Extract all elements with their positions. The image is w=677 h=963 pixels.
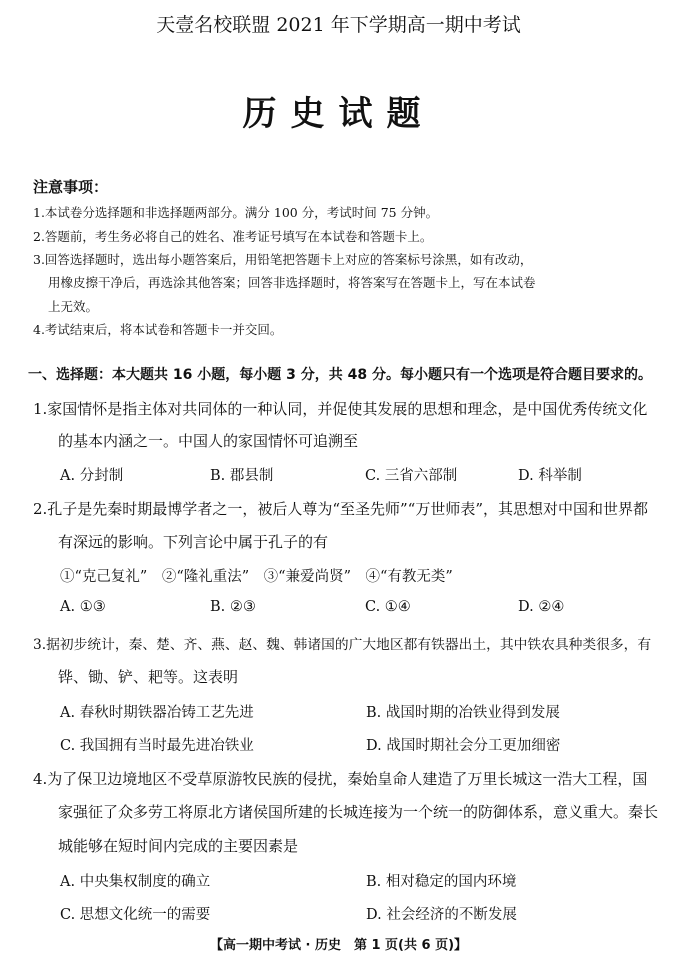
question-2-option-b: B. ②③: [210, 599, 256, 615]
question-2-line-1: 2.孔子是先秦时期最博学者之一，被后人尊为“至圣先师”“万世师表”，其思想对中国和世界都: [33, 500, 648, 518]
question-4-option-a: A. 中央集权制度的确立: [60, 874, 211, 890]
question-3-option-d: D. 战国时期社会分工更加细密: [366, 738, 561, 754]
question-2-option-d: D. ②④: [518, 599, 565, 615]
question-2-statements: ①“克己复礼” ②“隆礼重法” ③“兼爱尚贤” ④“有教无类”: [60, 569, 453, 585]
question-4-option-b: B. 相对稳定的国内环境: [366, 874, 517, 890]
notice-line-3-end: 上无效。: [48, 299, 99, 314]
question-1-option-c: C. 三省六部制: [365, 468, 458, 484]
question-4-line-2: 家强征了众多劳工将原北方诸侯国所建的长城连接为一个统一的防御体系，意义重大。秦长: [58, 803, 659, 821]
question-3-line-1: 3.据初步统计，秦、楚、齐、燕、赵、魏、韩诸国的广大地区都有铁器出土，其中铁农具种类很多，有: [33, 637, 652, 653]
question-2-option-c: C. ①④: [365, 599, 411, 615]
notice-line-1: 1.本试卷分选择题和非选择题两部分。满分 100 分，考试时间 75 分钟。: [33, 205, 439, 220]
notice-line-3: 3.回答选择题时，选出每小题答案后，用铅笔把答题卡上对应的答案标号涂黑，如有改动，: [33, 252, 533, 267]
question-4-line-3: 城能够在短时间内完成的主要因素是: [58, 837, 299, 855]
question-1-line-1: 1.家国情怀是指主体对共同体的一种认同，并促使其发展的思想和理念，是中国优秀传统文化: [33, 400, 648, 418]
question-2-option-a: A. ①③: [60, 599, 106, 615]
question-1-line-2: 的基本内涵之一。中国人的家国情怀可追溯至: [58, 432, 359, 450]
question-3-option-c: C. 我国拥有当时最先进冶铁业: [60, 738, 254, 754]
section-heading: 一、选择题：本大题共 16 小题，每小题 3 分，共 48 分。每小题只有一个选项是符合题目要求的。: [28, 367, 652, 383]
question-4-option-c: C. 思想文化统一的需要: [60, 907, 211, 923]
notice-line-2: 2.答题前，考生务必将自己的姓名、准考证号填写在本试卷和答题卡上。: [33, 229, 433, 244]
question-3-option-a: A. 春秋时期铁器冶铸工艺先进: [60, 705, 254, 721]
exam-title: 天壹名校联盟 2021 年下学期高一期中考试: [156, 14, 521, 36]
question-1-option-b: B. 郡县制: [210, 468, 274, 484]
notice-line-4: 4.考试结束后，将本试卷和答题卡一并交回。: [33, 322, 283, 337]
exam-subject: 历史试题: [242, 94, 435, 134]
page-footer: 【高一期中考试 · 历史 第 1 页(共 6 页)】: [209, 938, 468, 953]
question-1-option-d: D. 科举制: [518, 468, 582, 484]
question-2-line-2: 有深远的影响。下列言论中属于孔子的有: [58, 533, 329, 551]
notice-heading: 注意事项：: [33, 178, 109, 196]
question-1-option-a: A. 分封制: [60, 468, 124, 484]
notice-line-3-cont: 用橡皮擦干净后，再选涂其他答案；回答非选择题时，将答案写在答题卡上，写在本试卷: [48, 275, 536, 290]
question-4-line-1: 4.为了保卫边境地区不受草原游牧民族的侵扰，秦始皇命人建造了万里长城这一浩大工程，国: [33, 770, 648, 788]
question-3-option-b: B. 战国时期的冶铁业得到发展: [366, 705, 560, 721]
question-4-option-d: D. 社会经济的不断发展: [366, 907, 517, 923]
question-3-line-2: 铧、锄、铲、耙等。这表明: [58, 668, 239, 686]
